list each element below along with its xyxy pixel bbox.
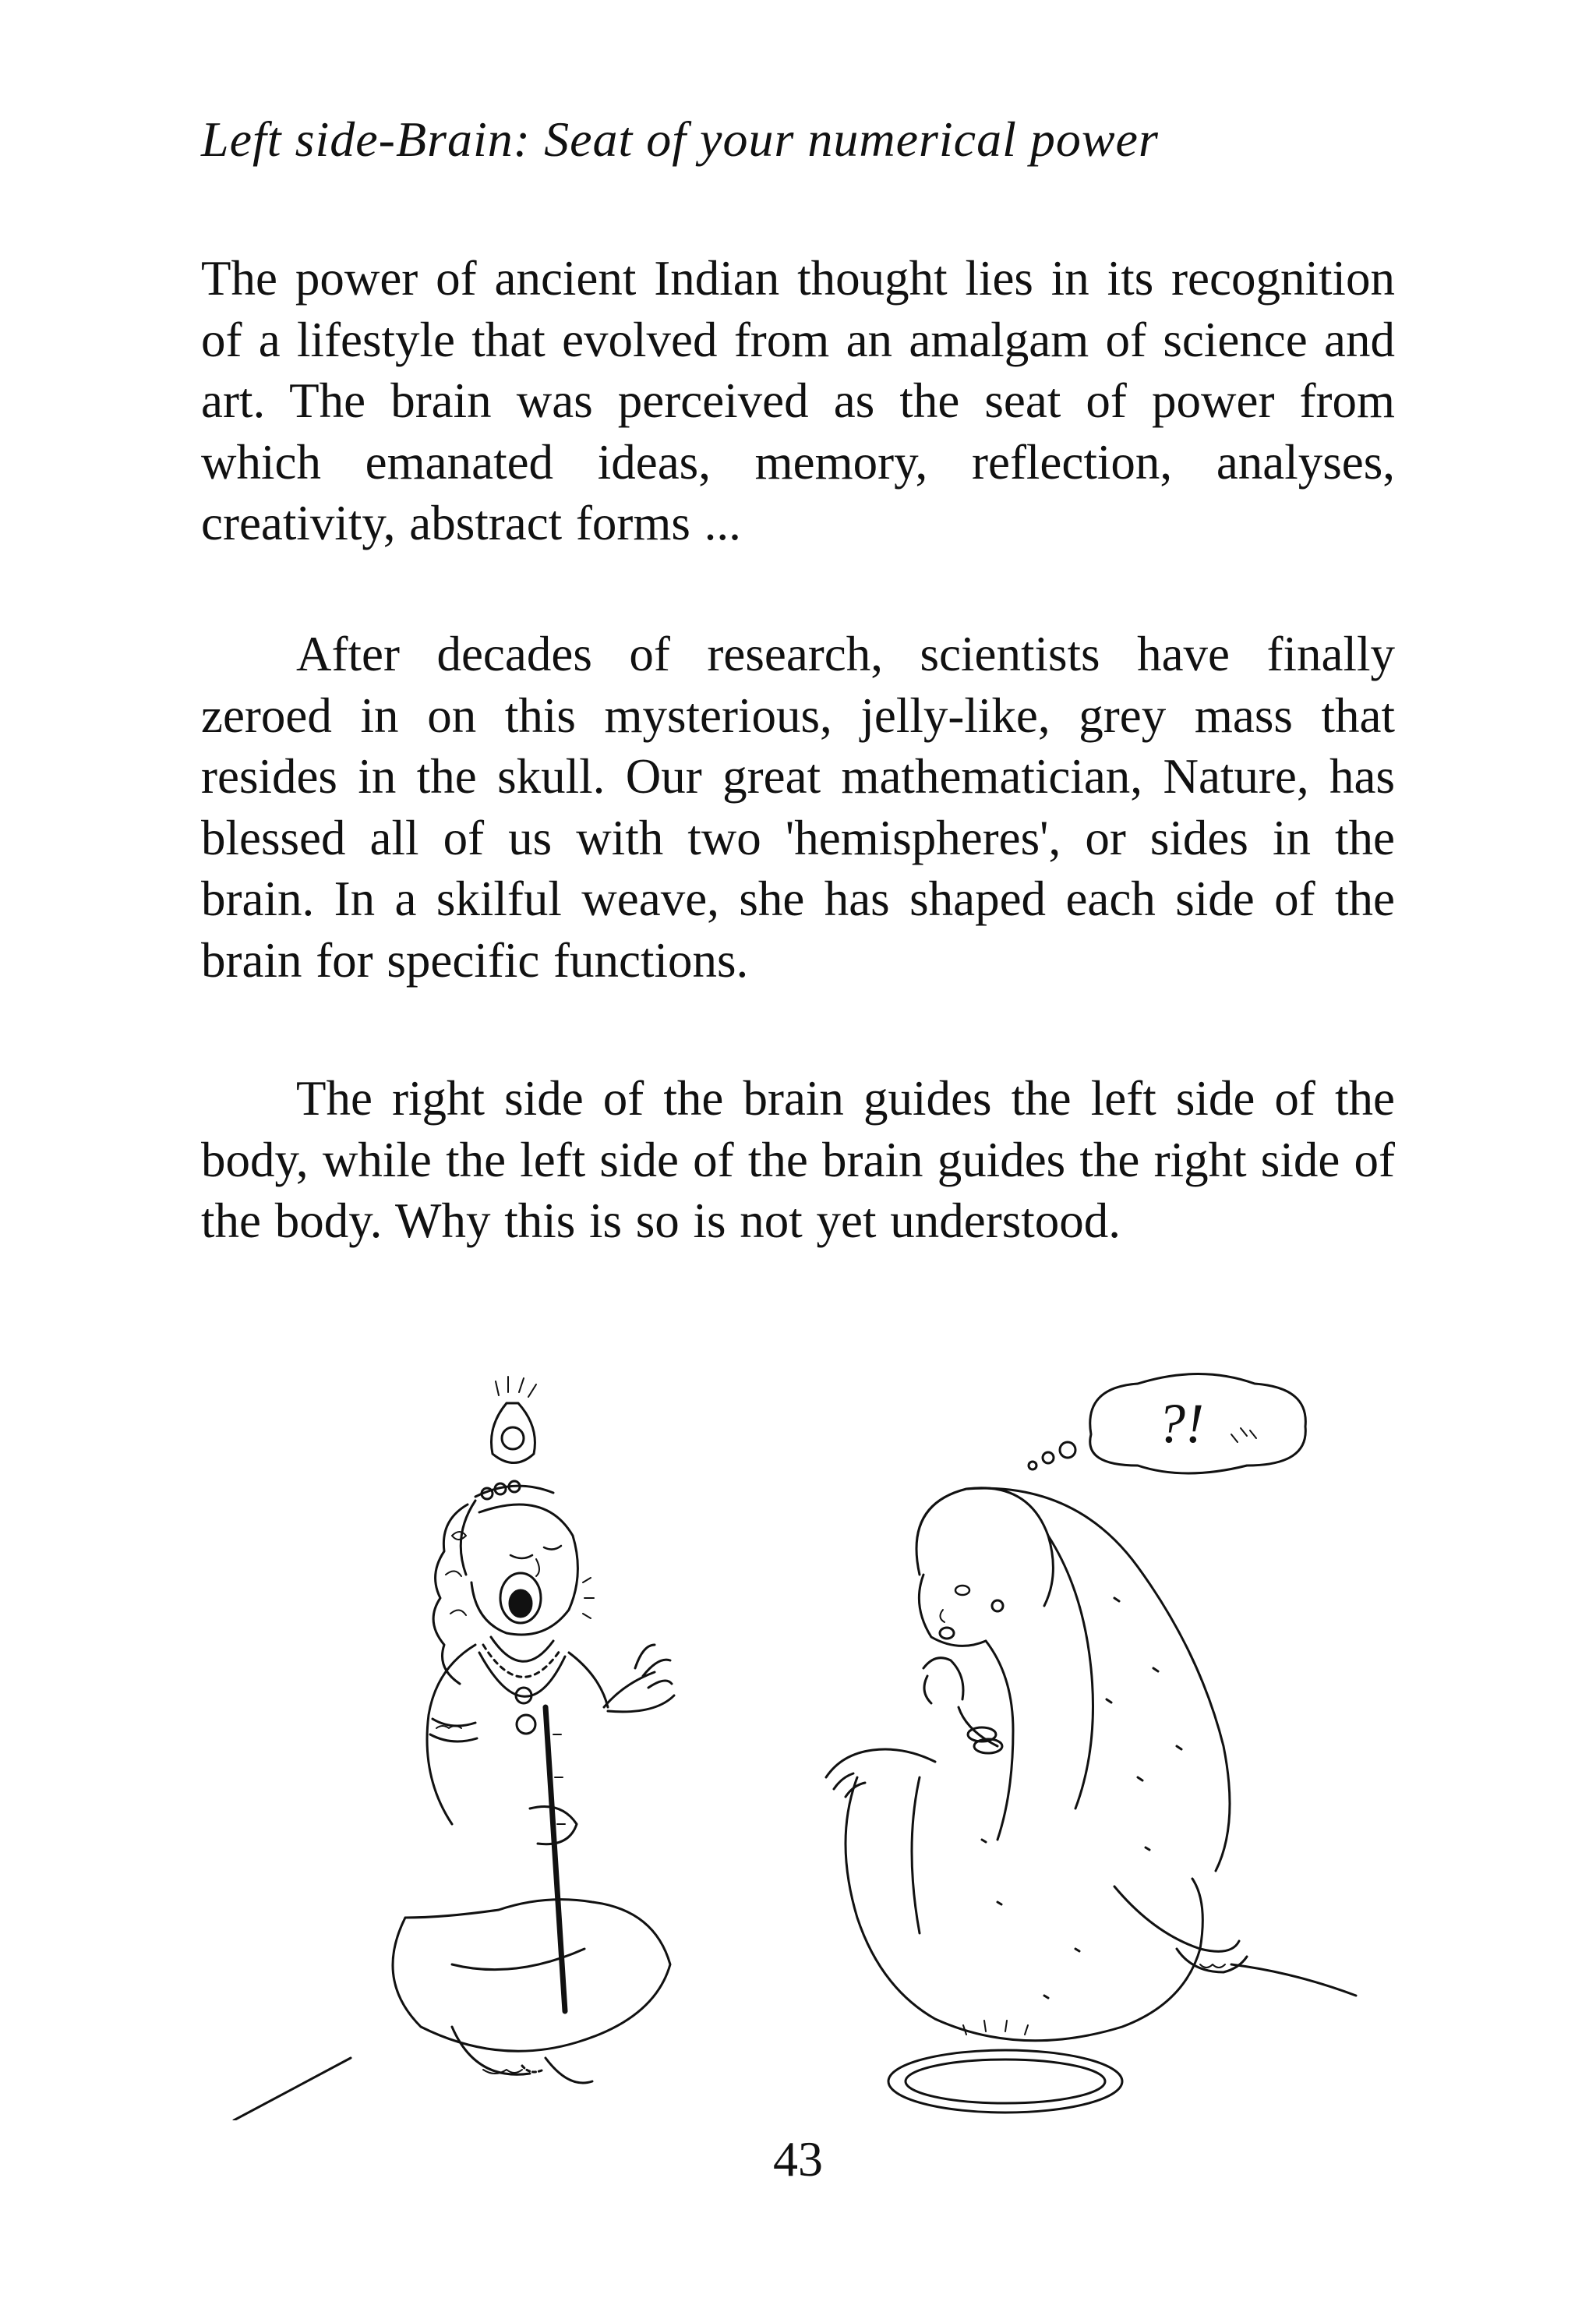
surprised-mouth — [940, 1628, 954, 1639]
paragraph-3: The right side of the brain guides the left side of the body, while the left side of the brain guides the right side of the body. Why this is so is not yet understood. — [201, 1071, 1395, 1248]
paragraph-1: The power of ancient Indian thought lies in its recognition of a lifestyle that evolved from an amalgam of science and art. The brain was perceived as the seat of power from which emanated ideas, memory, reflection, analyses, creativity, abstract forms ... — [201, 251, 1395, 550]
thought-bubble-text: ?! — [1157, 1392, 1204, 1455]
plate-icon — [888, 2021, 1122, 2113]
feather-icon — [491, 1403, 535, 1463]
mother-legs — [846, 1777, 1202, 2041]
ground-line-left — [234, 2058, 351, 2120]
thought-bubble — [1029, 1374, 1305, 1474]
illustration — [218, 1341, 1372, 2120]
hair — [433, 1501, 475, 1684]
section-heading: Left side-Brain: Seat of your numerical power — [201, 111, 1159, 167]
raised-hand — [604, 1645, 674, 1712]
child-legs — [393, 1900, 670, 2052]
mother-head — [916, 1488, 1053, 1606]
page-number: 43 — [773, 2131, 823, 2187]
mother-raised-hand — [923, 1658, 998, 1746]
flute-icon — [546, 1707, 565, 2011]
ground-line-right — [1231, 1964, 1356, 1996]
child-figure — [393, 1377, 674, 2083]
mother-figure — [826, 1488, 1247, 2041]
paragraph-2: After decades of research, scientists have finally zeroed in on this mysterious, jelly-like, grey mass that resides in the skull. Our great mathematician, Nature, has blessed all of us with two 'hemispheres', or sides in the brain. In a skilful weave, she has shaped each side of the brain for specific functions. — [201, 627, 1395, 988]
